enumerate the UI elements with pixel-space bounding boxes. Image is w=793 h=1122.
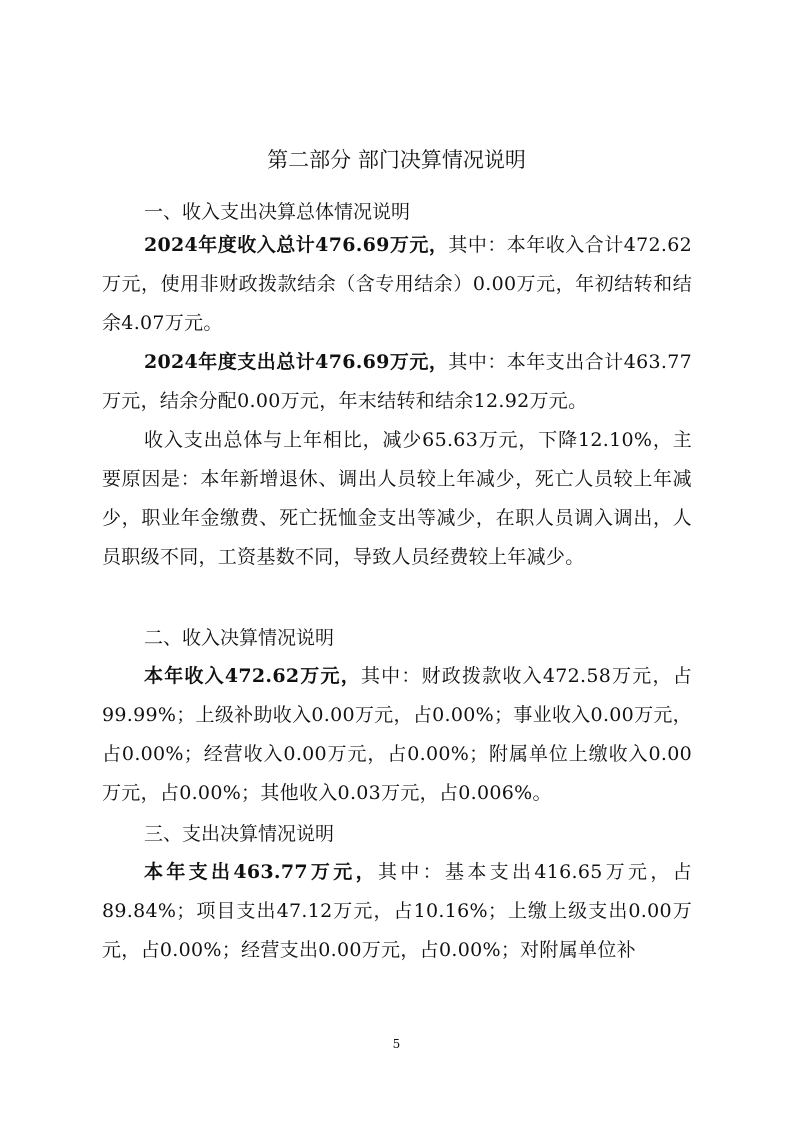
section-heading-income: 二、收入决算情况说明 bbox=[144, 627, 335, 649]
paragraph-lead: 2024年度收入总计476.69万元， bbox=[144, 234, 449, 256]
paragraph-total-income bbox=[102, 226, 692, 343]
paragraph-body: 其中：基本支出416.65万元，占89.84%；项目支出47.12万元，占10.16%；上缴上级支出0.00万元，占0.00%；经营支出0.00万元，占0.00%；对附属单位补 bbox=[102, 861, 692, 961]
paragraph-body: 其中：财政拨款收入472.58万元，占99.99%；上级补助收入0.00万元，占0.00%；事业收入0.00万元，占0.00%；经营收入0.00万元，占0.00%；附属单位上缴收入0.00万元，占0.00%；其他收入0.03万元，占0.006%。 bbox=[102, 665, 692, 804]
document-title: 第二部分 部门决算情况说明 bbox=[267, 148, 526, 172]
paragraph-income-detail bbox=[102, 657, 692, 813]
paragraph-year-over-year bbox=[102, 421, 692, 577]
paragraph-lead: 2024年度支出总计476.69万元， bbox=[144, 351, 449, 373]
paragraph-lead: 本年支出463.77万元， bbox=[144, 861, 378, 883]
paragraph-expenditure-detail bbox=[102, 853, 692, 970]
page-number: 5 bbox=[392, 1037, 401, 1051]
paragraph-body: 其中：本年收入合计472.62万元，使用非财政拨款结余（含专用结余）0.00万元，年初结转和结余4.07万元。 bbox=[102, 234, 692, 334]
paragraph-body: 收入支出总体与上年相比，减少65.63万元，下降12.10%，主要原因是：本年新增退休、调出人员较上年减少，死亡人员较上年减少，职业年金缴费、死亡抚恤金支出等减少，在职人员调入调出，人员职级不同，工资基数不同，导致人员经费较上年减少。 bbox=[102, 429, 692, 568]
paragraph-total-expenditure bbox=[102, 343, 692, 421]
paragraph-lead: 本年收入472.62万元， bbox=[144, 665, 361, 687]
section-heading-overall: 一、收入支出决算总体情况说明 bbox=[144, 201, 411, 223]
section-heading-expenditure: 三、支出决算情况说明 bbox=[144, 823, 335, 845]
paragraph-body: 其中：本年支出合计463.77万元，结余分配0.00万元，年末结转和结余12.92万元。 bbox=[102, 351, 692, 412]
